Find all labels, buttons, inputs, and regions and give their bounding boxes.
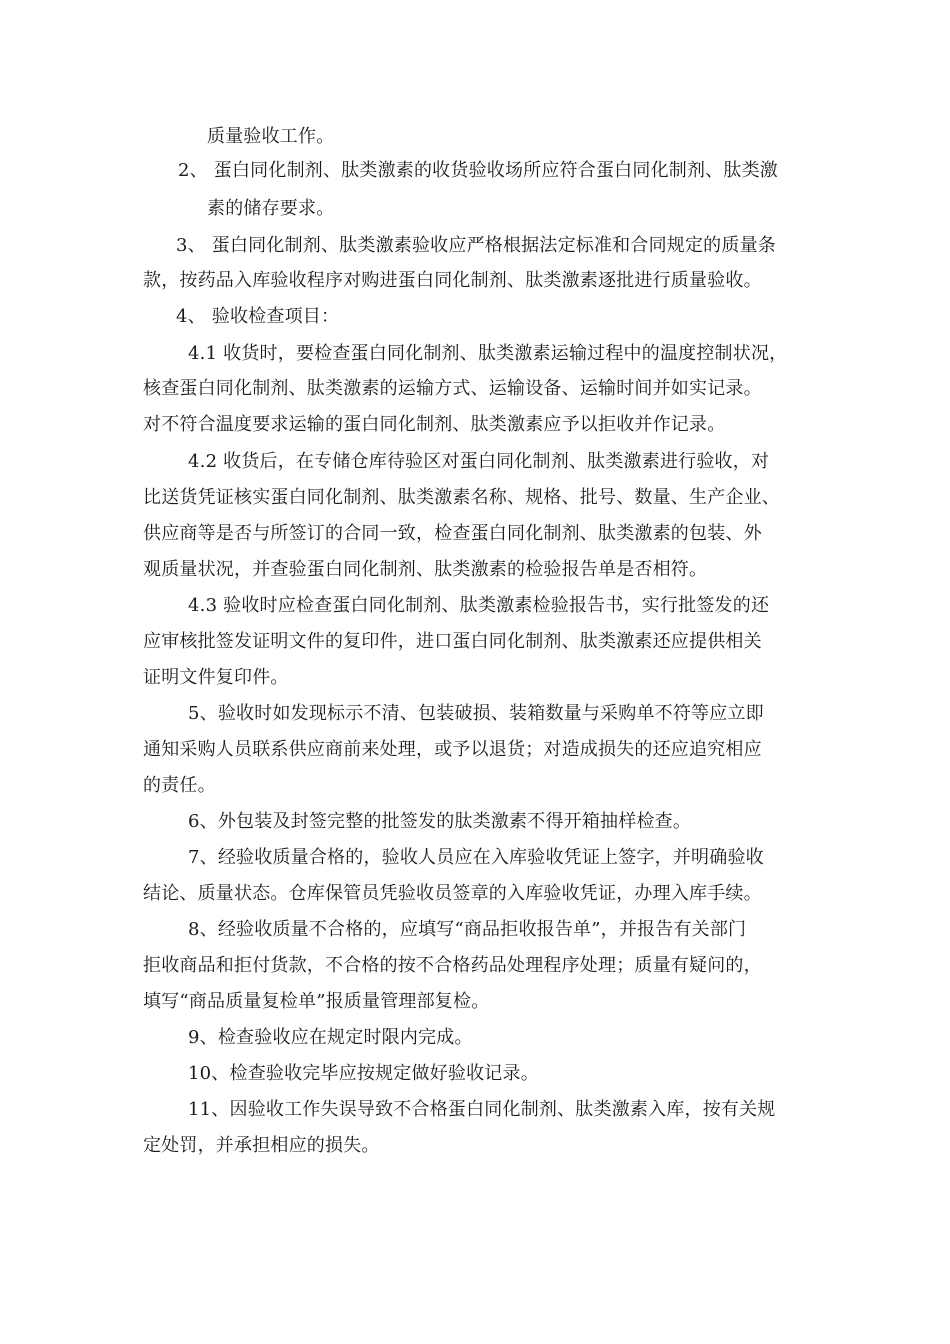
text-line: 定处罚，并承担相应的损失。 [143, 1135, 380, 1156]
text-line: 8、经验收质量不合格的，应填写“商品拒收报告单”，并报告有关部门 [188, 919, 747, 940]
text-line: 通知采购人员联系供应商前来处理，或予以退货；对造成损失的还应追究相应 [143, 739, 762, 760]
text-line: 4.1 收货时，要检查蛋白同化制剂、肽类激素运输过程中的温度控制状况， [188, 343, 788, 364]
text-line: 填写“商品质量复检单”报质量管理部复检。 [143, 991, 490, 1012]
text-line: 4.2 收货后，在专储仓库待验区对蛋白同化制剂、肽类激素进行验收，对 [188, 451, 770, 472]
text-line: 观质量状况，并查验蛋白同化制剂、肽类激素的检验报告单是否相符。 [143, 559, 708, 580]
text-line: 供应商等是否与所签订的合同一致，检查蛋白同化制剂、肽类激素的包装、外 [143, 523, 762, 544]
text-line: 5、验收时如发现标示不清、包装破损、装箱数量与采购单不符等应立即 [188, 703, 764, 724]
text-line: 素的储存要求。 [207, 198, 335, 219]
text-line: 拒收商品和拒付货款，不合格的按不合格药品处理程序处理；质量有疑问的， [143, 955, 762, 976]
text-line: 7、经验收质量合格的，验收人员应在入库验收凭证上签字，并明确验收 [188, 847, 764, 868]
text-line: 4、 验收检查项目： [176, 306, 340, 327]
text-line: 10、检查验收完毕应按规定做好验收记录。 [188, 1063, 539, 1084]
text-line: 2、 蛋白同化制剂、肽类激素的收货验收场所应符合蛋白同化制剂、肽类激 [178, 160, 778, 181]
text-line: 款，按药品入库验收程序对购进蛋白同化制剂、肽类激素逐批进行质量验收。 [143, 270, 762, 291]
text-line: 3、 蛋白同化制剂、肽类激素验收应严格根据法定标准和合同规定的质量条 [176, 235, 776, 256]
text-line: 证明文件复印件。 [143, 667, 289, 688]
text-line: 应审核批签发证明文件的复印件，进口蛋白同化制剂、肽类激素还应提供相关 [143, 631, 762, 652]
text-line: 6、外包装及封签完整的批签发的肽类激素不得开箱抽样检查。 [188, 811, 692, 832]
text-line: 9、检查验收应在规定时限内完成。 [188, 1027, 473, 1048]
text-line: 核查蛋白同化制剂、肽类激素的运输方式、运输设备、运输时间并如实记录。 [143, 378, 762, 399]
text-line: 对不符合温度要求运输的蛋白同化制剂、肽类激素应予以拒收并作记录。 [143, 414, 726, 435]
text-line: 的责任。 [143, 775, 216, 796]
text-line: 比送货凭证核实蛋白同化制剂、肽类激素名称、规格、批号、数量、生产企业、 [143, 487, 780, 508]
text-line: 4.3 验收时应检查蛋白同化制剂、肽类激素检验报告书，实行批签发的还 [188, 595, 770, 616]
text-line: 质量验收工作。 [207, 126, 335, 147]
text-line: 11、因验收工作失误导致不合格蛋白同化制剂、肽类激素入库，按有关规 [188, 1099, 776, 1120]
text-line: 结论、质量状态。仓库保管员凭验收员签章的入库验收凭证，办理入库手续。 [143, 883, 762, 904]
